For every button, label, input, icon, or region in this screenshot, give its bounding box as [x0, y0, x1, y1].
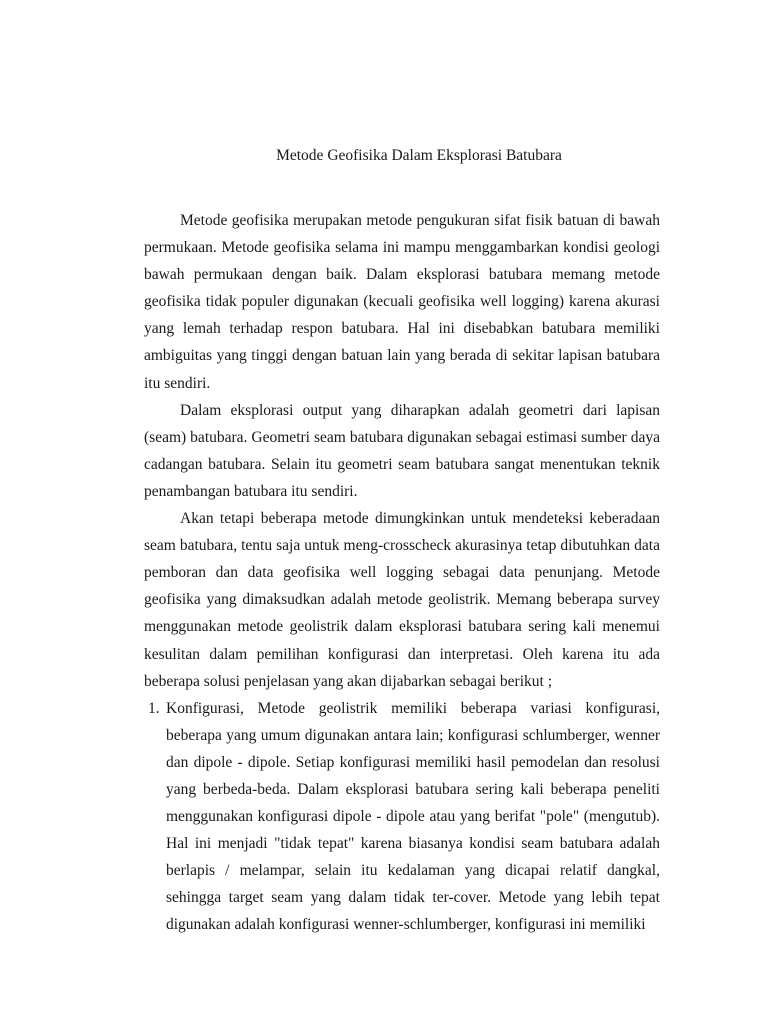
list-item — [144, 695, 660, 939]
list-item-number: 1. — [148, 699, 160, 717]
document-body — [144, 207, 660, 939]
paragraph-2: Dalam eksplorasi output yang diharapkan adalah geometri dari lapisan (seam) batubara. Geometri seam batubara digunakan sebagai estimasi sumber daya cadangan batubara. Selain itu geometri seam batubara sangat menentukan teknik penambangan batubara itu sendiri. — [144, 401, 660, 500]
list-item-text: Konfigurasi, Metode geolistrik memiliki beberapa variasi konfigurasi, beberapa yang umum digunakan antara lain; konfigurasi schlumberger, wenner dan dipole - dipole. Setiap konfigurasi memiliki hasil pemodelan dan resolusi yang berbeda-beda. Dalam eksplorasi batubara sering kali beberapa peneliti menggunakan konfigurasi dipole - dipole atau yang berifat "pole" (mengutub). Hal ini menjadi "tidak tepat" karena biasanya kondisi seam batubara adalah berlapis / melampar, selain itu kedalaman yang dicapai relatif dangkal, sehingga target seam yang dalam tidak ter-cover. Metode yang lebih tepat digunakan adalah konfigurasi wenner-schlumberger, konfigurasi ini memiliki — [166, 699, 660, 934]
document-title: Metode Geofisika Dalam Eksplorasi Batubara — [276, 147, 562, 164]
paragraph-3: Akan tetapi beberapa metode dimungkinkan untuk mendeteksi keberadaan seam batubara, tentu saja untuk meng-crosscheck akurasinya tetap dibutuhkan data pemboran dan data geofisika well logging sebagai data penunjang. Metode geofisika yang dimaksudkan adalah metode geolistrik. Memang beberapa survey menggunakan metode geolistrik dalam eksplorasi batubara sering kali menemui kesulitan dalam pemilihan konfigurasi dan interpretasi. Oleh karena itu ada beberapa solusi penjelasan yang akan dijabarkan sebagai berikut ; — [144, 510, 660, 690]
numbered-list — [144, 695, 660, 939]
paragraph-1: Metode geofisika merupakan metode pengukuran sifat fisik batuan di bawah permukaan. Metode geofisika selama ini mampu menggambarkan kondisi geologi bawah permukaan dengan baik. Dalam eksplorasi batubara memang metode geofisika tidak populer digunakan (kecuali geofisika well logging) karena akurasi yang lemah terhadap respon batubara. Hal ini disebabkan batubara memiliki ambiguitas yang tinggi dengan batuan lain yang berada di sekitar lapisan batubara itu sendiri. — [144, 212, 660, 392]
